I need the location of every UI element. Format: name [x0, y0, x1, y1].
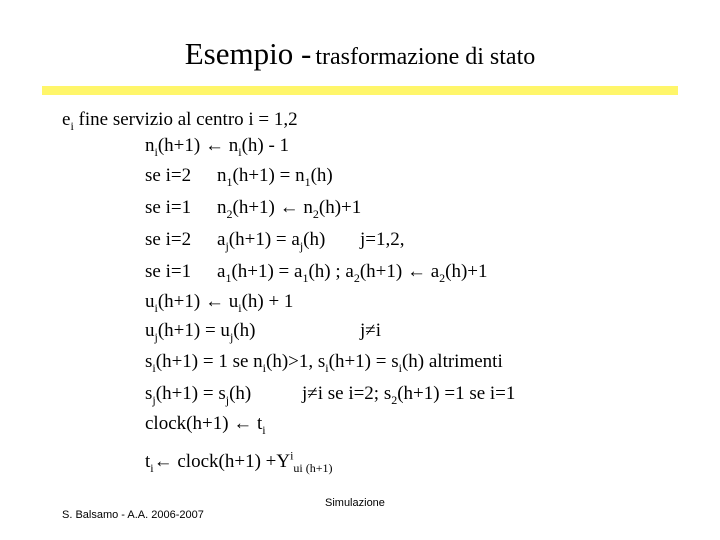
- subscript: j: [225, 392, 230, 407]
- subscript: i: [262, 422, 266, 437]
- formula-uj: [145, 320, 256, 344]
- subscript: 2: [312, 206, 319, 221]
- text: (h+1) = n: [232, 165, 305, 186]
- text: (h+1) ← a: [359, 261, 440, 282]
- subscript: j: [154, 329, 158, 344]
- subscript: i: [325, 360, 329, 375]
- formula-clock: [145, 413, 266, 437]
- subscript: 2: [226, 206, 233, 221]
- event-description: fine servizio al centro i = 1,2: [73, 109, 298, 130]
- subscript: i: [238, 144, 242, 159]
- subscript: 2: [439, 270, 446, 285]
- subscript: 1: [304, 174, 311, 189]
- text: (h): [229, 383, 252, 404]
- text: (h) + 1: [241, 291, 294, 312]
- subscript: j: [225, 238, 229, 253]
- subscript: 2: [391, 392, 398, 407]
- event-symbol: e: [62, 109, 71, 130]
- text: s: [145, 351, 153, 372]
- text: (h+1) = a: [228, 229, 300, 250]
- text: (h)+1: [318, 197, 362, 218]
- formula-sj: [145, 383, 252, 407]
- index-range: j=1,2,: [360, 229, 405, 250]
- subscript: i: [238, 300, 242, 315]
- text: n: [217, 165, 227, 186]
- title-sub: trasformazione di stato: [315, 44, 536, 70]
- subscript: i: [70, 118, 74, 133]
- condition-label: se i=2: [145, 229, 192, 250]
- text: j≠i se i=2; s: [302, 383, 392, 404]
- subscript: 2: [353, 270, 360, 285]
- text: (h)+1: [445, 261, 488, 282]
- text: (h+1) ← n: [232, 197, 313, 218]
- text: (h+1) = u: [157, 320, 230, 341]
- text: (h) altrimenti: [401, 351, 503, 372]
- subscript: i: [152, 360, 156, 375]
- formula-line-ni: [145, 135, 290, 159]
- subscript: i: [398, 360, 402, 375]
- text: (h) ; a: [308, 261, 354, 282]
- text: (h+1) = a: [231, 261, 303, 282]
- subscript: 1: [225, 270, 232, 285]
- formula-n1: [217, 165, 333, 189]
- condition-label: se i=1: [145, 197, 192, 218]
- text: s: [145, 383, 153, 404]
- text: t: [145, 451, 151, 472]
- superscript: i: [290, 448, 294, 463]
- subscript: i: [154, 144, 158, 159]
- formula-a1-a2: [217, 261, 488, 285]
- subscript: ui (h+1): [293, 460, 333, 475]
- text: a: [217, 261, 226, 282]
- footer-section: Simulazione: [325, 497, 385, 509]
- formula-n2: [217, 197, 362, 221]
- formula-ti: [145, 448, 333, 475]
- inequality-label: j≠i: [360, 320, 381, 341]
- text: clock(h+1) ← t: [145, 413, 263, 434]
- text: ← clock(h+1) +Y: [153, 451, 291, 472]
- text: a: [217, 229, 226, 250]
- text: n: [217, 197, 227, 218]
- text: n: [145, 135, 155, 156]
- formula-s2: [302, 383, 516, 407]
- condition-label: se i=2: [145, 165, 192, 186]
- text: u: [145, 320, 155, 341]
- subscript: i: [154, 300, 158, 315]
- text: (h+1) = s: [155, 383, 226, 404]
- event-line: [62, 109, 298, 133]
- subscript: i: [262, 360, 267, 375]
- formula-si: [145, 351, 503, 375]
- title-main: Esempio -: [184, 36, 312, 71]
- text: (h+1) ← n: [157, 135, 239, 156]
- subscript: i: [150, 460, 154, 475]
- subscript: j: [152, 392, 156, 407]
- condition-label: se i=1: [145, 261, 192, 282]
- text: (h): [310, 165, 333, 186]
- text: (h) - 1: [241, 135, 290, 156]
- subscript: j: [229, 329, 234, 344]
- subscript: 1: [302, 270, 309, 285]
- title-divider: [42, 86, 678, 95]
- formula-ui: [145, 291, 294, 315]
- text: (h+1) =1 se i=1: [397, 383, 516, 404]
- subscript: j: [299, 238, 304, 253]
- text: (h+1) = 1 se n: [155, 351, 263, 372]
- text: (h)>1, s: [266, 351, 326, 372]
- subscript: 1: [226, 174, 233, 189]
- slide-title: [0, 36, 720, 72]
- text: (h+1) = s: [328, 351, 399, 372]
- text: u: [145, 291, 155, 312]
- formula-aj: [217, 229, 326, 253]
- text: (h): [233, 320, 256, 341]
- text: (h+1) ← u: [157, 291, 239, 312]
- text: (h): [303, 229, 326, 250]
- footer-author: S. Balsamo - A.A. 2006-2007: [62, 509, 204, 521]
